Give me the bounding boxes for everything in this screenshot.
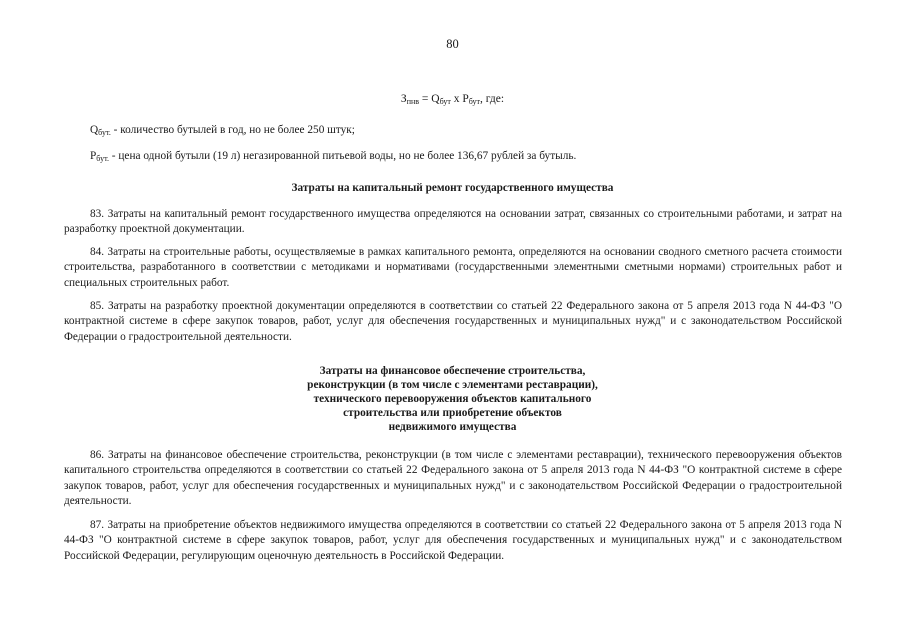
paragraph-86: 86. Затраты на финансовое обеспечение строительства, реконструкции (в том числе с элементами реставрации), технического перевооружения объектов капитального строительства определяются в соответствии со статьей 22 Федерального закона от 5 апреля 2013 года N 44-ФЗ "О контрактной системе в сфере закупок товаров, работ, услуг для обеспечения государственных и муниципальных нужд" и с законодательством Российской Федерации о градостроительной деятельности. <box>64 449 842 507</box>
definition-text: - цена одной бутыли (19 л) негазированной питьевой воды, но не более 136,67 рублей за бутыль. <box>108 150 577 162</box>
definition-q <box>90 124 355 136</box>
paragraph-85: 85. Затраты на разработку проектной документации определяются в соответствии со статьей 22 Федерального закона от 5 апреля 2013 года N 44-ФЗ "О контрактной системе в сфере закупок товаров, работ, услуг для обеспечения государственных и муниципальных нужд" и с законодательством Российской Федерации о градостроительной деятельности. <box>64 300 842 343</box>
definition-symbol: P <box>90 150 97 162</box>
formula-x: х <box>450 93 463 105</box>
section-heading-construction <box>0 364 905 434</box>
formula <box>0 93 905 105</box>
paragraph-87: 87. Затраты на приобретение объектов недвижимого имущества определяются в соответствии со статьей 22 Федерального закона от 5 апреля 2013 года N 44-ФЗ "О контрактной системе в сфере закупок товаров, работ, услуг для обеспечения государственных и муниципальных нужд" и с законодательством Российской Федерации, регулирующим оценочную деятельность в Российской Федерации. <box>64 519 842 562</box>
heading-line: строительства или приобретение объектов <box>343 407 562 419</box>
heading-line: технического перевооружения объектов капитального <box>313 393 592 405</box>
heading-line: Затраты на финансовое обеспечение строительства, <box>319 365 586 377</box>
formula-eq: = <box>419 93 432 105</box>
definition-subscript: бут. <box>96 154 109 163</box>
heading-line: недвижимого имущества <box>388 421 517 433</box>
formula-z-sub: пнв <box>406 97 420 106</box>
definition-text: - количество бутылей в год, но не более 250 штук; <box>110 124 355 136</box>
section-heading-capital-repair: Затраты на капитальный ремонт государственного имущества <box>291 182 614 194</box>
definition-p <box>90 150 576 162</box>
paragraph-84: 84. Затраты на строительные работы, осуществляемые в рамках капитального ремонта, определяются на основании сводного сметного расчета стоимости строительства, разработанного в соответствии с методиками и нормативами (государственными элементными сметными нормами) строительных работ и специальных строительных работ. <box>64 246 842 289</box>
formula-p-sub: бут <box>468 97 481 106</box>
formula-q-sub: бут <box>439 97 451 106</box>
formula-p: P <box>462 93 469 105</box>
formula-tail: , где: <box>480 93 505 105</box>
definition-symbol: Q <box>90 124 99 136</box>
formula-z: З <box>400 93 407 105</box>
paragraph-83: 83. Затраты на капитальный ремонт государственного имущества определяются на основании затрат, связанных со строительными работами, и затрат на разработку проектной документации. <box>64 208 842 236</box>
formula-q: Q <box>431 93 440 105</box>
definition-subscript: бут. <box>98 128 111 137</box>
page-number: 80 <box>446 37 459 51</box>
heading-line: реконструкции (в том числе с элементами реставрации), <box>307 379 598 391</box>
